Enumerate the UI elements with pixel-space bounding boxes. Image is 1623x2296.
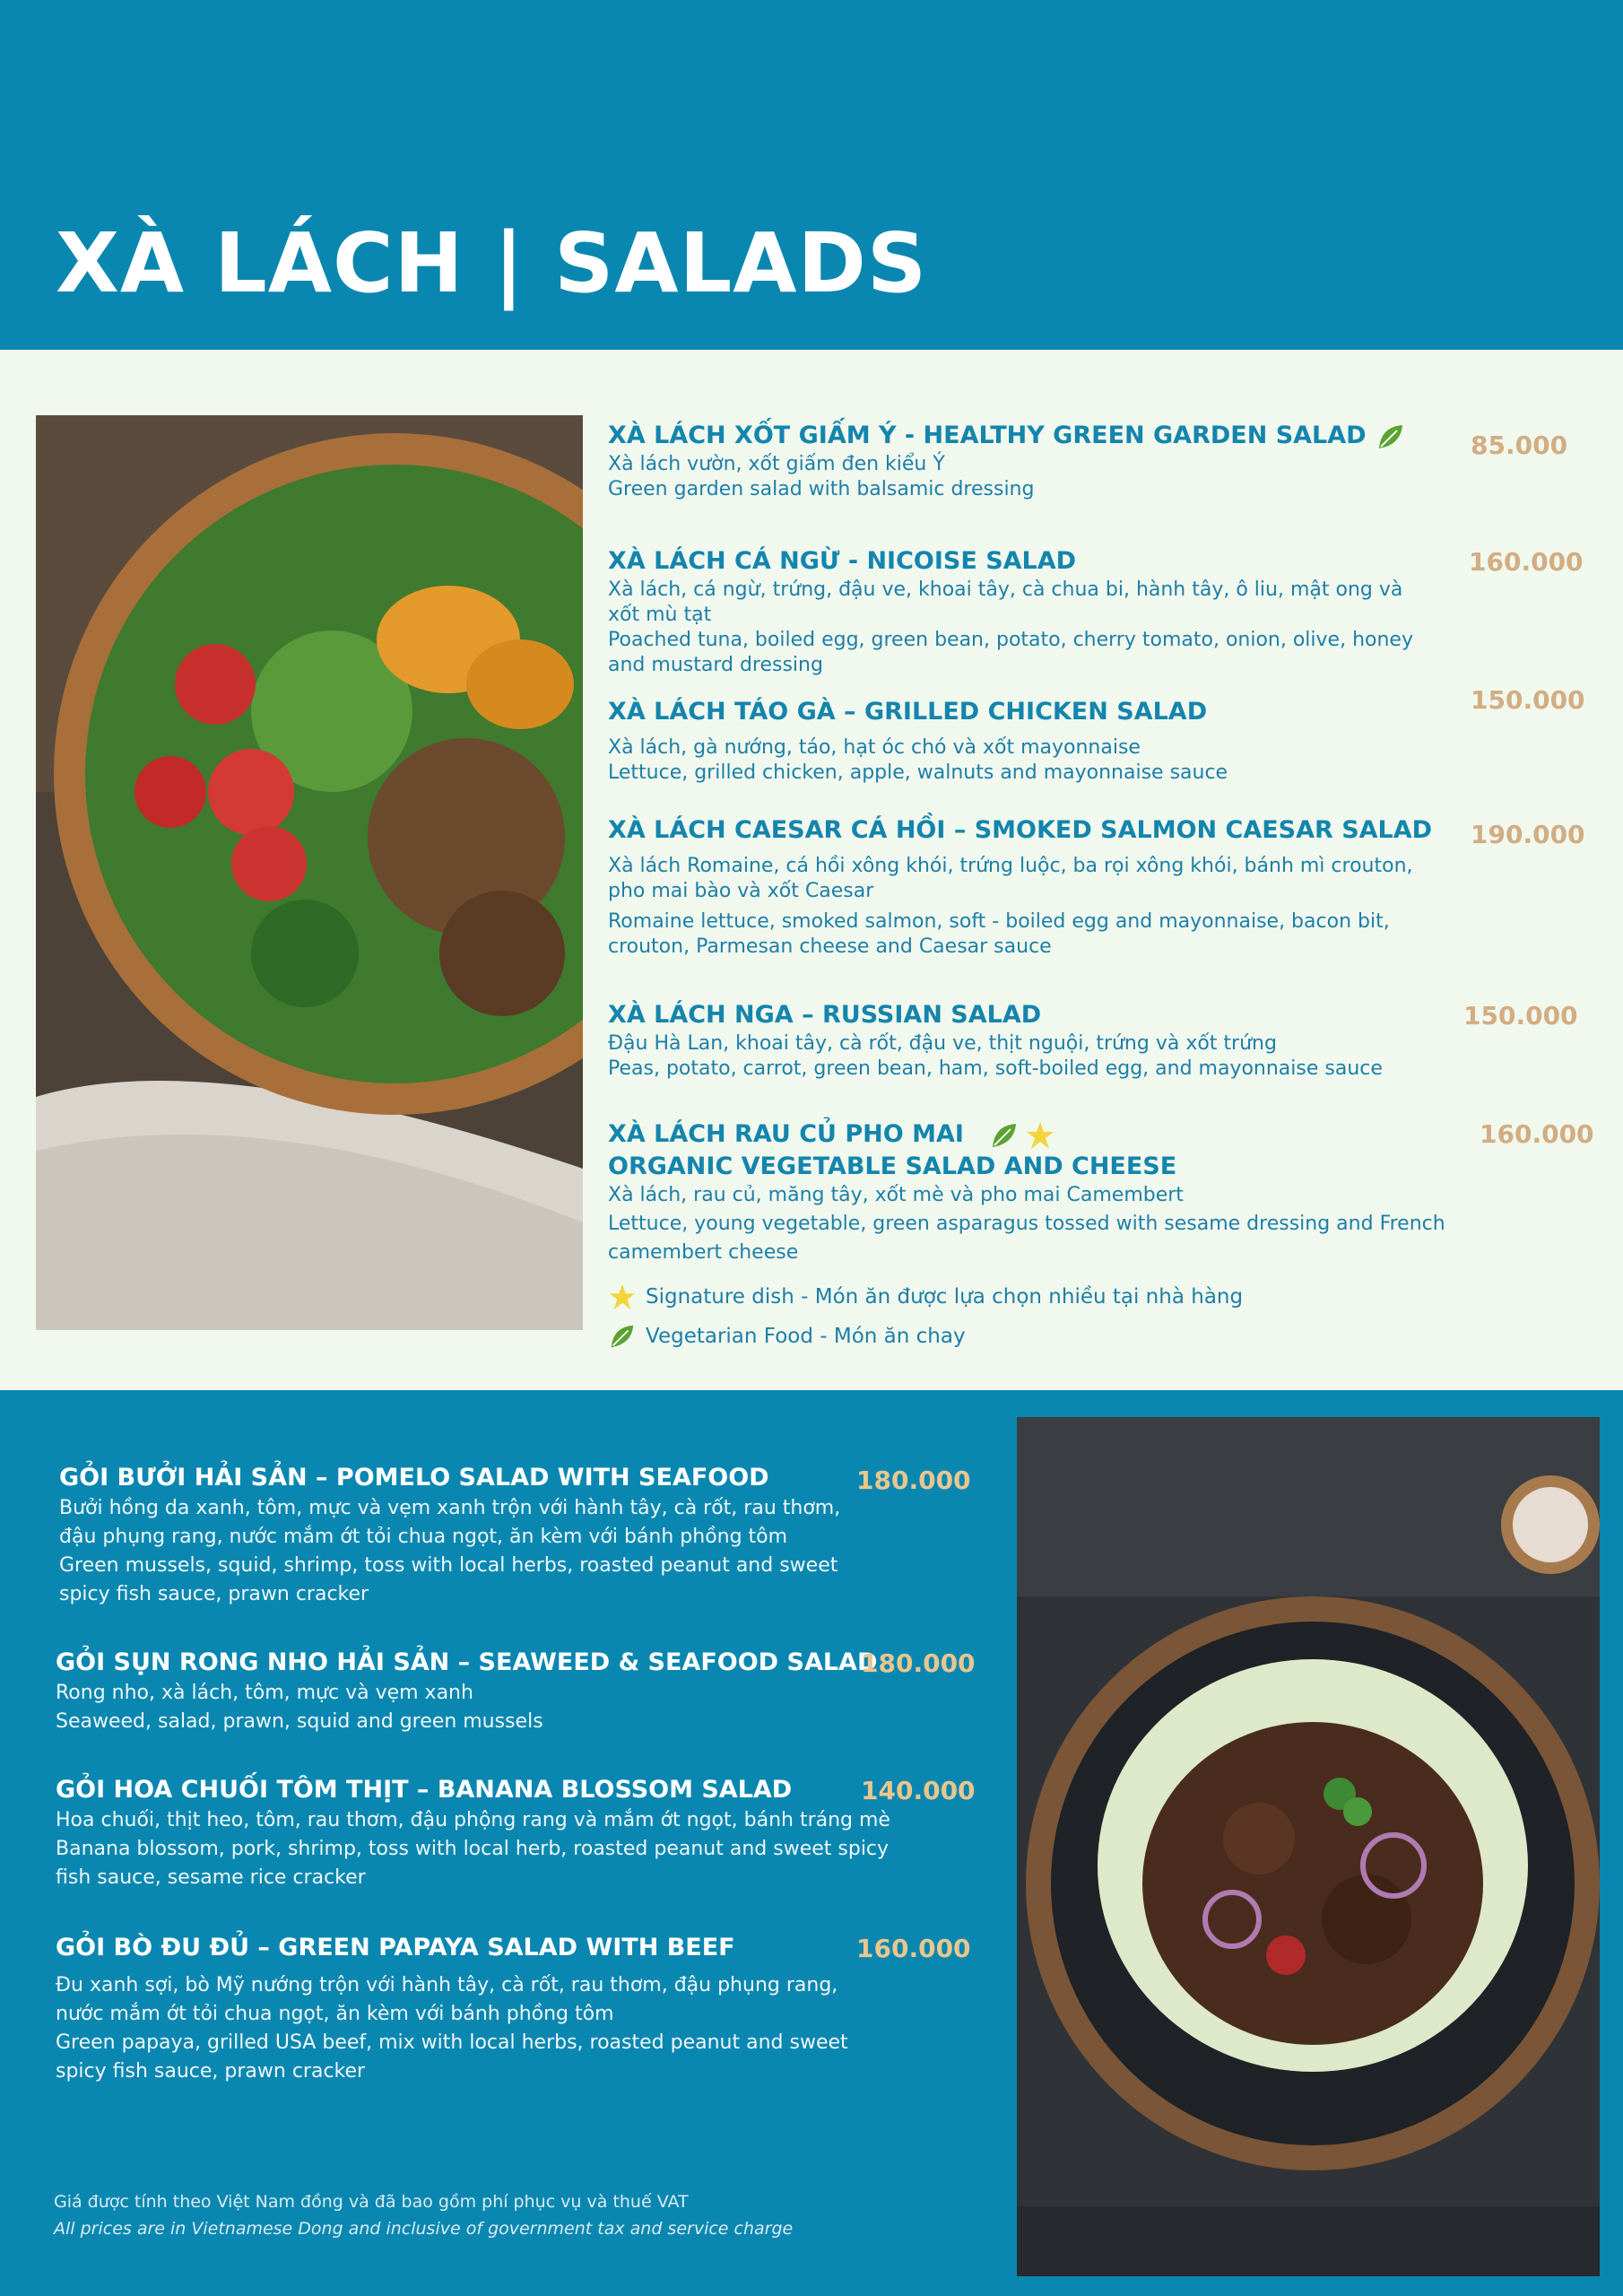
item-desc: Green mussels, squid, shrimp, toss with local herbs, roasted peanut and sweet [59, 1554, 838, 1577]
item-desc: Đậu Hà Lan, khoai tây, cà rốt, đậu ve, thịt nguội, trứng và xốt trứng [608, 1032, 1277, 1055]
item-desc: Poached tuna, boiled egg, green bean, potato, cherry tomato, onion, olive, honey [608, 629, 1413, 651]
item-price: 180.000 [856, 1465, 971, 1495]
item-desc: Banana blossom, pork, shrimp, toss with local herb, roasted peanut and sweet spicy [56, 1838, 890, 1860]
item-desc: spicy fish sauce, prawn cracker [59, 1583, 369, 1605]
item-price: 190.000 [1471, 820, 1585, 849]
item-name: XÀ LÁCH RAU CỦ PHO MAI [608, 1118, 1445, 1151]
item-desc: fish sauce, sesame rice cracker [56, 1866, 366, 1889]
item-name: GỎI SỤN RONG NHO HẢI SẢN – SEAWEED & SEAFOOD SALAD [56, 1648, 878, 1676]
item-name: XÀ LÁCH TÁO GÀ – GRILLED CHICKEN SALAD [608, 698, 1208, 726]
item-desc: pho mai bào và xốt Caesar [608, 880, 874, 902]
item-desc: nước mắm ớt tỏi chua ngọt, ăn kèm với bánh phồng tôm [56, 2003, 614, 2025]
menu-item [56, 1774, 890, 1892]
item-price: 85.000 [1471, 430, 1568, 460]
menu-item [56, 1647, 877, 1736]
item-desc: Green garden salad with balsamic dressing [608, 478, 1035, 500]
price-note [54, 2188, 793, 2242]
item-name: XÀ LÁCH XỐT GIẤM Ý - HEALTHY GREEN GARDEN SALAD [608, 420, 1406, 452]
item-desc: and mustard dressing [608, 654, 823, 676]
header-banner [0, 0, 1623, 350]
item-name: XÀ LÁCH NGA – RUSSIAN SALAD [608, 1001, 1042, 1029]
item-desc: crouton, Parmesan cheese and Caesar sauce [608, 935, 1052, 958]
menu-item [608, 420, 1406, 502]
item-desc: Xà lách, rau củ, măng tây, xốt mè và pho mai Camembert [608, 1184, 1184, 1206]
price-note-en: All prices are in Vietnamese Dong and inclusive of government tax and service charge [54, 2219, 794, 2239]
legend-signature [608, 1283, 1243, 1311]
menu-item [59, 1462, 840, 1609]
menu-item [608, 814, 1432, 960]
item-desc: đậu phụng rang, nước mắm ớt tỏi chua ngọt, ăn kèm với bánh phồng tôm [59, 1526, 788, 1548]
item-price: 150.000 [1463, 1001, 1578, 1031]
item-desc: Peas, potato, carrot, green bean, ham, soft-boiled egg, and mayonnaise sauce [608, 1057, 1383, 1080]
menu-item [56, 1932, 848, 2086]
salad-photo [36, 415, 583, 1330]
item-price: 160.000 [856, 1934, 971, 1963]
leaf-icon [989, 1120, 1020, 1151]
item-desc: camembert cheese [608, 1241, 799, 1264]
price-note-vi: Giá được tính theo Việt Nam đồng và đã bao gồm phí phục vụ và thuế VAT [54, 2192, 689, 2212]
item-desc: Green papaya, grilled USA beef, mix with local herbs, roasted peanut and sweet [56, 2031, 848, 2054]
item-name: XÀ LÁCH CAESAR CÁ HỒI – SMOKED SALMON CAESAR SALAD [608, 816, 1433, 844]
legend-signature-text: Signature dish - Món ăn được lựa chọn nhiều tại nhà hàng [646, 1285, 1244, 1309]
item-desc: Xà lách vườn, xốt giấm đen kiểu Ý [608, 453, 945, 475]
page-title: XÀ LÁCH | SALADS [56, 215, 928, 311]
item-desc: Seaweed, salad, prawn, squid and green mussels [56, 1710, 543, 1733]
menu-item [608, 999, 1383, 1082]
beef-salad-photo [1017, 1417, 1600, 2276]
item-name: XÀ LÁCH CÁ NGỪ - NICOISE SALAD [608, 547, 1077, 575]
item-desc: spicy fish sauce, prawn cracker [56, 2060, 366, 2083]
item-desc: Xà lách, gà nướng, táo, hạt óc chó và xốt mayonnaise [608, 736, 1141, 759]
item-price: 160.000 [1469, 547, 1584, 577]
item-price: 140.000 [861, 1776, 976, 1805]
item-desc: Lettuce, young vegetable, green asparagus tossed with sesame dressing and French [608, 1213, 1445, 1235]
item-desc: Lettuce, grilled chicken, apple, walnuts and mayonnaise sauce [608, 761, 1228, 784]
item-desc: Đu xanh sợi, bò Mỹ nướng trộn với hành tây, cà rốt, rau thơm, đậu phụng rang, [56, 1974, 838, 1996]
menu-item [608, 696, 1228, 786]
menu-item [608, 1118, 1445, 1265]
item-price: 160.000 [1480, 1119, 1594, 1149]
item-name-english: ORGANIC VEGETABLE SALAD AND CHEESE [608, 1152, 1177, 1180]
leaf-icon [608, 1322, 637, 1351]
legend-vegetarian-text: Vegetarian Food - Món ăn chay [646, 1325, 966, 1348]
star-icon [608, 1283, 637, 1311]
menu-item [608, 545, 1413, 678]
star-icon [1025, 1120, 1055, 1151]
item-desc: Rong nho, xà lách, tôm, mực và vẹm xanh [56, 1682, 473, 1704]
item-desc: xốt mù tạt [608, 604, 712, 626]
item-desc: Romaine lettuce, smoked salmon, soft - boiled egg and mayonnaise, bacon bit, [608, 910, 1390, 933]
item-name: GỎI HOA CHUỐI TÔM THỊT – BANANA BLOSSOM SALAD [56, 1776, 793, 1804]
item-name: GỎI BÒ ĐU ĐỦ – GREEN PAPAYA SALAD WITH BEEF [56, 1934, 735, 1961]
item-price: 180.000 [861, 1648, 976, 1678]
legend-vegetarian [608, 1322, 966, 1351]
item-desc: Hoa chuối, thịt heo, tôm, rau thơm, đậu phộng rang và mắm ớt ngọt, bánh tráng mè [56, 1809, 890, 1831]
item-desc: Bưởi hồng da xanh, tôm, mực và vẹm xanh trộn với hành tây, cà rốt, rau thơm, [59, 1497, 841, 1519]
item-desc: Xà lách Romaine, cá hồi xông khói, trứng luộc, ba rọi xông khói, bánh mì crouton, [608, 855, 1413, 877]
item-price: 150.000 [1471, 685, 1585, 715]
leaf-icon [1376, 422, 1406, 452]
item-name: GỎI BƯỞI HẢI SẢN – POMELO SALAD WITH SEAFOOD [59, 1464, 769, 1492]
item-desc: Xà lách, cá ngừ, trứng, đậu ve, khoai tây, cà chua bi, hành tây, ô liu, mật ong và [608, 578, 1403, 601]
